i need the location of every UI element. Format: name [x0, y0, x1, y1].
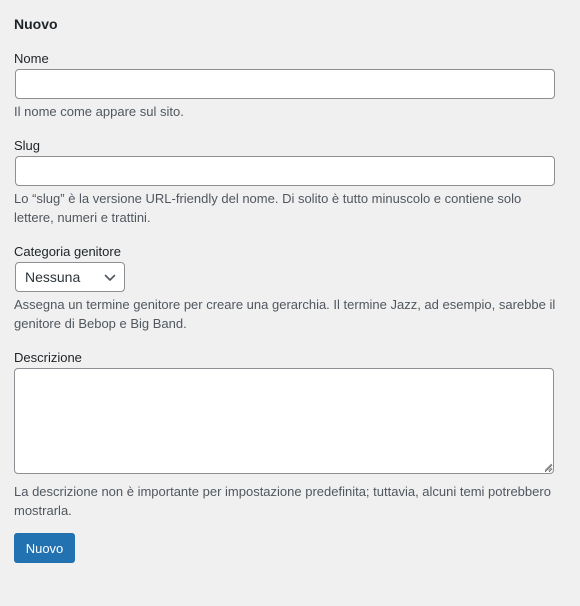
parent-category-label: Categoria genitore	[14, 244, 121, 259]
add-new-button[interactable]: Nuovo	[14, 533, 75, 563]
chevron-down-icon	[104, 272, 116, 284]
name-label: Nome	[14, 51, 49, 66]
name-help: Il nome come appare sul sito.	[14, 104, 184, 119]
resize-grip-icon[interactable]	[544, 463, 552, 471]
description-label: Descrizione	[14, 350, 82, 365]
name-input[interactable]	[15, 69, 555, 99]
description-help: La descrizione non è importante per impostazione predefinita; tuttavia, alcuni temi potrebbero mostrarla.	[14, 484, 551, 518]
slug-input[interactable]	[15, 156, 555, 186]
slug-label: Slug	[14, 138, 41, 153]
description-textarea[interactable]	[14, 368, 554, 474]
slug-help: Lo “slug” è la versione URL-friendly del nome. Di solito è tutto minuscolo e contiene solo lettere, numeri e trattini.	[14, 191, 522, 225]
parent-category-selected: Nessuna	[25, 269, 81, 285]
form-heading: Nuovo	[14, 16, 58, 32]
parent-category-select[interactable]	[15, 262, 125, 292]
parent-category-help: Assegna un termine genitore per creare una gerarchia. Il termine Jazz, ad esempio, sarebbe il genitore di Bebop e Big Band.	[14, 297, 556, 331]
